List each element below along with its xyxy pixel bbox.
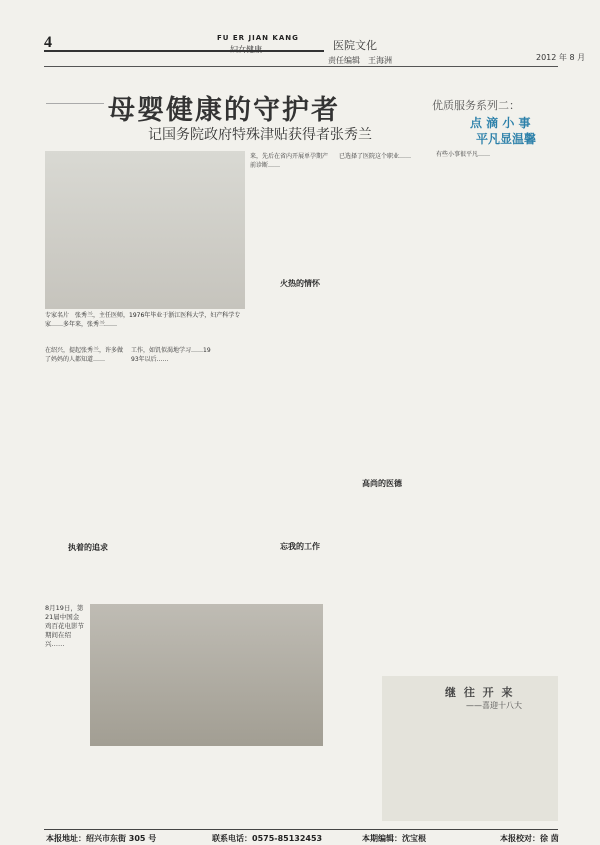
poem-subtitle: ——喜迎十八大 — [466, 701, 522, 710]
article-column-2: 工作，如饥似渴地学习……1993年以后…… — [131, 347, 211, 363]
footer-phone: 联系电话：0575-85132453 — [212, 834, 323, 843]
sidebar-heading-1: 点 滴 小 事 — [470, 116, 531, 130]
header-rule — [44, 50, 324, 52]
award-event-photo — [90, 604, 323, 746]
footer-rule — [44, 829, 558, 830]
responsible-editor: 责任编辑 王海洲 — [328, 56, 392, 65]
doctors-photo — [45, 151, 245, 309]
header-rule — [44, 66, 558, 67]
brand-cn: 妇女健康 — [230, 45, 262, 54]
subhead-2: 火热的情怀 — [280, 279, 320, 288]
article-column-4: 已选择了医院这个职业…… — [339, 153, 412, 160]
subhead-4: 高尚的医德 — [362, 479, 402, 488]
sidebar-title: 优质服务系列二： — [432, 99, 520, 112]
sidebar-heading-2: 平凡显温馨 — [476, 132, 537, 146]
brand-en: FU ER JIAN KANG — [217, 34, 299, 42]
subhead-3: 忘我的工作 — [280, 542, 320, 551]
article-column-1: 在绍兴，提起张秀兰，许多做了妈妈的人都知道…… — [45, 347, 124, 363]
award-notice: 8月19日，第21届中国金鸡百花电影节期间在绍兴…… — [45, 604, 84, 648]
title-rule — [46, 103, 104, 104]
poem-title: 继 往 开 来 — [445, 686, 515, 699]
page-number: 4 — [44, 34, 52, 51]
page-header — [0, 0, 600, 65]
section-name: 医院文化 — [333, 39, 377, 52]
article-title: 母婴健康的守护者 — [108, 95, 340, 126]
footer-editor: 本期编辑：沈宝根 — [362, 834, 426, 843]
footer-address: 本报地址：绍兴市东街 305 号 — [46, 834, 157, 843]
footer-proof: 本报校对：徐 茵 — [500, 834, 559, 843]
subhead-1: 执着的追求 — [68, 543, 108, 552]
article-subtitle: 记国务院政府特殊津贴获得者张秀兰 — [148, 127, 372, 143]
sidebar-body: 有些小事很平凡…… — [436, 151, 491, 158]
expert-caption: 专家名片 张秀兰，主任医师，1976年毕业于浙江医科大学，妇产科学专家……多年来，张秀兰…… — [45, 312, 241, 328]
issue-date: 2012 年 8 月 — [536, 53, 586, 62]
article-column-3: 来，先后在省内开展单孕期产前诊断…… — [250, 153, 329, 169]
